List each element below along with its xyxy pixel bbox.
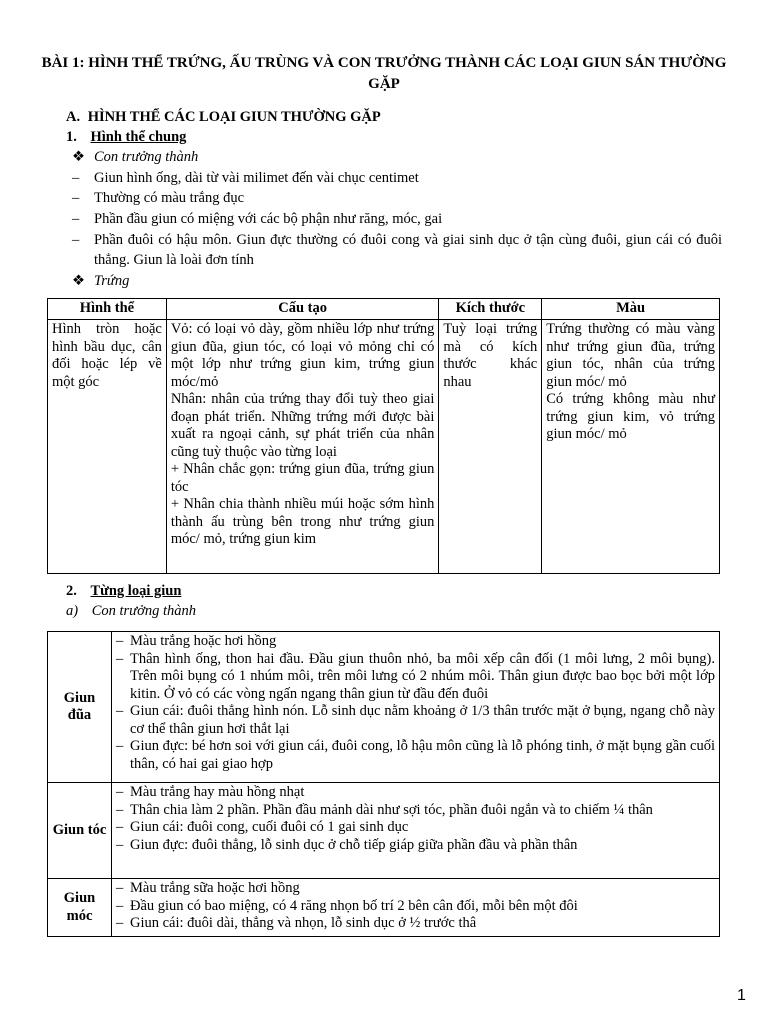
- list-item: – Giun cái: đuôi dài, thẳng và nhọn, lỗ sinh dục ở ½ trước thâ: [116, 915, 715, 933]
- worm-name-cell: Giun móc: [48, 879, 112, 937]
- egg-table: [47, 298, 720, 574]
- table-row: [48, 632, 720, 783]
- dash-bullet: –: [72, 232, 80, 248]
- item-text: Giun cái: đuôi dài, thẳng và nhọn, lỗ sinh dục ở ½ trước thâ: [130, 915, 477, 931]
- section-a-marker: A.: [66, 109, 81, 125]
- structure-line: Nhân: nhân của trứng thay đổi tuỳ theo giai đoạn phát triển. Những trứng mới được bài xuất ra ngoại cảnh, sự phát triển của nhân cũng tuỳ thuộc vào từng loại: [170, 391, 435, 460]
- section-2a-text: Con trưởng thành: [91, 603, 196, 619]
- item-text: Đầu giun có bao miệng, có 4 răng nhọn bố trí 2 bên cân đối, mỗi bên một đôi: [130, 897, 578, 914]
- worm-description-cell: [112, 879, 720, 937]
- list-item: Phần đầu giun có miệng với các bộ phận như răng, móc, gai: [94, 211, 443, 227]
- structure-line: + Nhân chia thành nhiều múi hoặc sớm hình thành ấu trùng bên trong như trứng giun móc/ mỏ, trứng giun kim: [170, 496, 435, 547]
- list-item: – Giun cái: đuôi cong, cuối đuôi có 1 gai sinh dục: [116, 819, 715, 837]
- dash-bullet: –: [72, 211, 80, 227]
- list-item: – Màu trắng hoặc hơi hồng: [116, 633, 715, 651]
- section-2-text: Từng loại giun: [90, 583, 182, 599]
- column-header: Màu: [542, 299, 720, 320]
- section-2-marker: 2.: [66, 583, 77, 599]
- list-item: – Màu trắng hay màu hồng nhạt: [116, 784, 715, 802]
- item-text: Màu trắng sữa hoặc hơi hồng: [130, 880, 300, 896]
- table-row: [48, 320, 720, 574]
- dash-bullet: –: [72, 190, 80, 206]
- dash-bullet: –: [72, 170, 80, 186]
- column-header: Hình thể: [48, 299, 167, 320]
- eggs-subheading-text: Trứng: [94, 273, 130, 289]
- structure-line: + Nhân chắc gọn: trứng giun đũa, trứng giun tóc: [170, 461, 435, 495]
- item-text: Giun đực: bé hơn soi với giun cái, đuôi cong, lỗ hậu môn cũng là lỗ phóng tinh, ở mặt bụng gần cuối thân, có hai gai giao hợp: [130, 738, 715, 772]
- structure-cell: [166, 320, 439, 574]
- table-row: [48, 879, 720, 937]
- section-1-heading: [66, 127, 726, 147]
- item-text: Màu trắng hay màu hồng nhạt: [130, 784, 305, 800]
- item-text: Màu trắng hoặc hơi hồng: [130, 633, 277, 649]
- column-header: Cấu tạo: [166, 299, 439, 320]
- item-text: Thân hình ống, thon hai đầu. Đầu giun thuôn nhỏ, ba môi xếp cân đối (1 môi lưng, 2 môi bụng). Trên môi bụng có 1 nhúm môi, trên môi lưng có 2 nhúm môi. Thân giun được bao bọc bởi một lớp kitin. Ở vỏ có các vòng ngấn ngang thân giun từ đầu đến đuôi: [130, 650, 715, 702]
- list-item: Giun hình ống, dài từ vài milimet đến vài chục centimet: [94, 170, 419, 186]
- column-header: Kích thước: [439, 299, 542, 320]
- worm-description-cell: [112, 783, 720, 879]
- list-item: – Đầu giun có bao miệng, có 4 răng nhọn bố trí 2 bên cân đối, mỗi bên một đôi: [116, 898, 715, 916]
- table-header-row: [48, 299, 720, 320]
- item-text: Giun đực: đuôi thẳng, lỗ sinh dục ở chỗ tiếp giáp giữa phần đầu và phần thân: [130, 836, 578, 853]
- item-text: Giun cái: đuôi thẳng hình nón. Lỗ sinh dục nằm khoảng ở 1/3 thân trước mặt ở bụng, ngang chỗ này cơ thể thân giun hơi thắt lại: [130, 703, 715, 737]
- list-item: Thường có màu trắng đục: [94, 190, 245, 206]
- size-cell: Tuỳ loại trứng mà có kích thước khác nhau: [439, 320, 542, 574]
- section-2-heading: [66, 581, 726, 601]
- adult-subheading-text: Con trưởng thành: [94, 149, 199, 165]
- table-row: [48, 783, 720, 879]
- section-2a-heading: [66, 601, 726, 621]
- worm-name-cell: Giun đũa: [48, 632, 112, 783]
- color-line: Trứng thường có màu vàng như trứng giun đũa, trứng giun tóc, nhân của trứng giun móc/ mỏ: [546, 321, 715, 390]
- list-item: – Thân hình ống, thon hai đầu. Đầu giun thuôn nhỏ, ba môi xếp cân đối (1 môi lưng, 2 môi bụng). Trên môi bụng có 1 nhúm môi, trên môi lưng có 2 nhúm môi. Thân giun được bao bọc bởi một lớp kitin. Ở vỏ có các vòng ngấn ngang thân giun từ đầu đến đuôi: [116, 650, 715, 702]
- color-cell: [542, 320, 720, 574]
- section-2a-marker: a): [66, 603, 79, 619]
- list-item: – Giun đực: bé hơn soi với giun cái, đuôi cong, lỗ hậu môn cũng là lỗ phóng tinh, ở mặt bụng gần cuối thân, có hai gai giao hợp: [116, 738, 715, 772]
- worm-description-cell: [112, 632, 720, 783]
- worm-name-cell: Giun tóc: [48, 783, 112, 879]
- page-title: BÀI 1: HÌNH THỂ TRỨNG, ẤU TRÙNG VÀ CON TRƯỞNG THÀNH CÁC LOẠI GIUN SÁN THƯỜNG GẶP: [41, 55, 727, 92]
- diamond-bullet-icon: ❖: [72, 273, 85, 289]
- page-number: 1: [737, 987, 746, 1004]
- section-a-text: HÌNH THỂ CÁC LOẠI GIUN THƯỜNG GẶP: [87, 109, 381, 125]
- shape-cell: Hình tròn hoặc hình bầu dục, cân đối hoặc lép về một góc: [48, 320, 167, 574]
- color-line: Có trứng không màu như trứng giun kim, vỏ trứng giun móc/ mỏ: [546, 391, 715, 442]
- item-text: Giun cái: đuôi cong, cuối đuôi có 1 gai sinh dục: [130, 819, 409, 835]
- item-text: Thân chia làm 2 phần. Phần đầu mảnh dài như sợi tóc, phần đuôi ngắn và to chiếm ¼ thân: [130, 801, 653, 818]
- structure-line: Vỏ: có loại vỏ dày, gồm nhiều lớp như trứng giun đũa, giun tóc, có loại vỏ mỏng chỉ có một lớp như trứng giun kim, trứng giun móc/mỏ: [170, 321, 435, 390]
- section-1-text: Hình thể chung: [90, 129, 187, 145]
- section-1-marker: 1.: [66, 129, 77, 145]
- list-item: – Màu trắng sữa hoặc hơi hồng: [116, 880, 715, 898]
- list-item: – Giun đực: đuôi thẳng, lỗ sinh dục ở chỗ tiếp giáp giữa phần đầu và phần thân: [116, 837, 715, 855]
- section-a-heading: [66, 107, 726, 127]
- worm-table: [47, 631, 720, 937]
- list-item: – Giun cái: đuôi thẳng hình nón. Lỗ sinh dục nằm khoảng ở 1/3 thân trước mặt ở bụng, ngang chỗ này cơ thể thân giun hơi thắt lại: [116, 703, 715, 737]
- list-item: – Thân chia làm 2 phần. Phần đầu mảnh dài như sợi tóc, phần đuôi ngắn và to chiếm ¼ thân: [116, 802, 715, 820]
- diamond-bullet-icon: ❖: [72, 149, 85, 165]
- list-item: Phần đuôi có hậu môn. Giun đực thường có đuôi cong và giai sinh dục ở tận cùng đuôi, giun cái có đuôi thẳng. Giun là loài đơn tính: [94, 232, 722, 268]
